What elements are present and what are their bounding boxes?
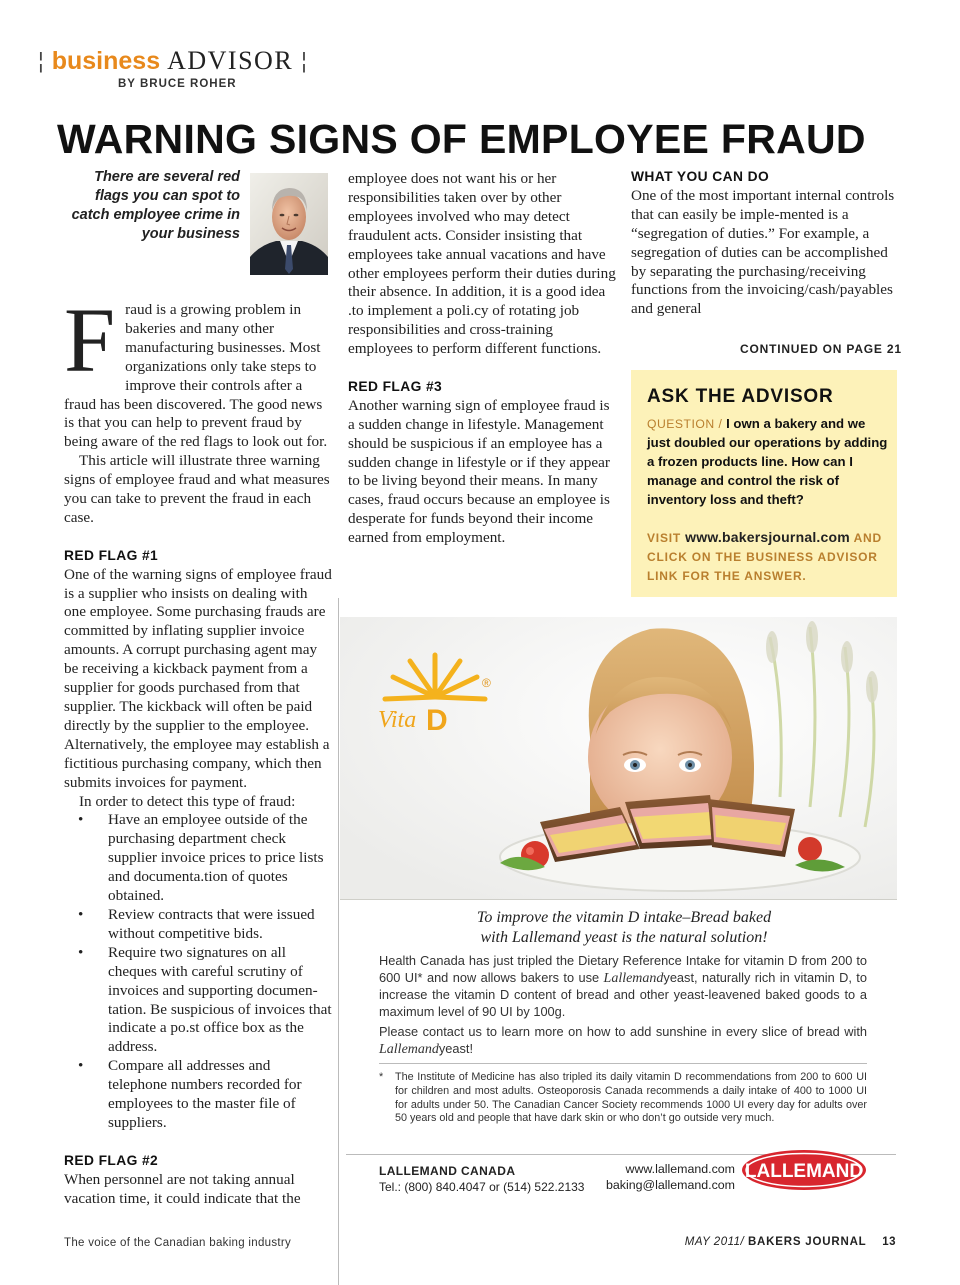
ad-contact-web (580, 1161, 735, 1193)
list-item: • Have an employee outside of the purchasing department check supplier invoice prices to price lists and documenta.tion of quotes obtained. (78, 811, 324, 905)
red-flag-3-heading: RED FLAG #3 (348, 378, 443, 394)
detection-list (64, 811, 332, 1132)
section-word-business: business (51, 46, 161, 75)
logo-text: LALLEMAND (744, 1161, 864, 1182)
detect-intro: In order to detect this type of fraud: (79, 792, 296, 810)
question-label: QUESTION / (647, 417, 723, 431)
bullet-icon: • (78, 905, 84, 923)
bullet-icon: • (78, 811, 84, 829)
ad-body-paragraph-2: Please contact us to learn more on how to add sunshine in every slice of bread with Lallemandyeast! (379, 1024, 867, 1057)
company-phone: Tel.: (800) 840.4047 or (514) 522.2133 (379, 1180, 585, 1194)
what-you-can-do-heading: WHAT YOU CAN DO (631, 169, 770, 184)
footnote-marker: * (379, 1071, 384, 1083)
list-item: • Require two signatures on all cheques with careful scrutiny of invoices and supporting documen-tation. Be suspicious of invoices that indicate a po.st office box as the address. (78, 943, 332, 1056)
column-3 (631, 168, 903, 319)
ask-visit (647, 528, 891, 586)
drop-cap: F (64, 289, 116, 391)
ad-footnote (379, 1071, 867, 1126)
company-name: LALLEMAND CANADA (379, 1164, 516, 1178)
advisor-link[interactable]: www.bakersjournal.com (685, 529, 850, 545)
issue-slash: / (740, 1236, 745, 1248)
ad-registered-mark: ® (482, 676, 491, 690)
visit-rest: AND CLICK ON THE BUSINESS ADVISOR LINK FOR THE ANSWER. (647, 531, 882, 583)
company-website[interactable]: www.lallemand.com (625, 1162, 735, 1176)
ad-tagline-line-1: To improve the vitamin D intake–Bread baked (476, 909, 772, 926)
footnote-text: The Institute of Medicine has also tripled its daily vitamin D recommendations from 200 to 600 UI for children and most adults. Osteoporosis Canada recommends a daily intake of 400 to 1000 UI for adults under 50. The Canadian Cancer Society recommends 1000 UI every day for adults over 50 years old and people that have dark skin or who don’t go outside very much. (395, 1071, 867, 1125)
author-photo (250, 173, 328, 275)
ask-question (647, 415, 891, 510)
bullet-icon: • (78, 1057, 84, 1075)
brand-name: Lallemand (379, 1041, 439, 1057)
lallemand-logo (741, 1148, 867, 1192)
bullet-icon: • (78, 943, 84, 961)
journal-name: BAKERS JOURNAL (747, 1236, 867, 1248)
ad-photo (340, 617, 897, 900)
child-bread-image (340, 617, 897, 900)
column-2 (348, 170, 616, 548)
continued-paragraph: employee does not want his or her responsibilities taken over by other employees involved who may detect fraudulent acts. Consider insisting that employees take annual vacations and have other employees perform their duties during their absence. In addition, it is a good idea .to implement a poli.cy of rotating job responsibilities and cross-training employees to perform different functions. (348, 170, 616, 358)
ad-tagline (380, 908, 868, 948)
company-email[interactable]: baking@lallemand.com (606, 1178, 735, 1192)
ad-body-paragraph-1: Health Canada has just tripled the Dietary Reference Intake for vitamin D from 200 to 600 UI* and now allows bakers to use Lallemandyeast, naturally rich in vitamin D, to increase the vitamin D content of bread and other yeast-leavened baked goods to a maximum level of 90 UI by 100g. (379, 953, 867, 1019)
what-you-can-do-paragraph: One of the most important internal controls that can easily be imple-mented is a “segregation of duties.” For example, a segregation of duties can be accomplished by separating the purchasing/receiving functions from the invoicing/cash/payables and general (631, 186, 895, 318)
ad-d-text: D (426, 704, 448, 737)
section-header (38, 44, 307, 78)
author-portrait-image (250, 173, 328, 275)
continued-note: CONTINUED ON PAGE 21 (740, 342, 902, 356)
ask-title: ASK THE ADVISOR (647, 386, 834, 407)
ad-vita-text: Vita (378, 707, 417, 733)
list-item: • Compare all addresses and telephone numbers recorded for employees to the master file of suppliers. (78, 1057, 302, 1131)
red-flag-2-heading: RED FLAG #2 (64, 1152, 159, 1168)
footer-tagline: The voice of the Canadian baking industry (64, 1237, 292, 1249)
article-title: WARNING SIGNS OF EMPLOYEE FRAUD (57, 116, 866, 162)
column-divider (338, 598, 339, 1285)
page-number: 13 (882, 1236, 896, 1248)
red-flag-1-paragraph: One of the warning signs of employee fraud is a supplier who insists on dealing with one employee. Some purchasing frauds are committed by inflating supplier invoice amounts. A corrupt purchasing agent may be receiving a kickback payment from a supplier for goods purchased from that supplier. The kickback will often be paid directly by the supplier to the employee. Alternatively, the employee may establish a fictitious purchasing company, which then submits invoices for payment. (64, 565, 332, 791)
brand-name: Lallemand (603, 970, 664, 986)
ad-contact (379, 1163, 584, 1195)
question-text: I own a bakery and we just doubled our operations by adding a frozen products line. How can I manage and control the risk of inventory loss and theft? (647, 416, 888, 507)
footer-issue (600, 1236, 896, 1248)
list-item: • Review contracts that were issued without competitive bids. (78, 905, 315, 942)
lallemand-logo-icon (741, 1148, 867, 1192)
red-flag-2-paragraph: When personnel are not taking annual vacation time, it could indicate that the (64, 1170, 301, 1207)
byline: BY BRUCE ROHER (118, 78, 237, 90)
intro-paragraph: raud is a growing problem in bakeries and many other manufacturing businesses. Most organizations only take steps to improve their controls after a fraud has been discovered. The good news is that you can help to prevent fraud by being aware of the red flags to look out for. (64, 301, 328, 451)
divider-right: ¦ (301, 48, 307, 73)
red-flag-1-heading: RED FLAG #1 (64, 547, 159, 563)
issue-month: MAY 2011 (684, 1236, 741, 1248)
red-flag-3-paragraph: Another warning sign of employee fraud is a sudden change in lifestyle. Management should be suspicious if an employee has a sudden change in lifestyle or if they appear to be living beyond their means. In many cases, fraud occurs because an employee is desperate for funds beyond their income earned from employment. (348, 396, 610, 547)
divider-left: ¦ (38, 48, 44, 73)
section-word-advisor: ADVISOR (167, 46, 294, 75)
ask-the-advisor-box (631, 370, 897, 597)
visit-label: VISIT (647, 531, 682, 545)
article-deck: There are several red flags you can spot to catch employee crime in your business (71, 169, 240, 242)
ad-tagline-line-2: with Lallemand yeast is the natural solution! (480, 929, 768, 946)
column-1 (64, 289, 332, 1208)
intro-paragraph-2: This article will illustrate three warning signs of employee fraud and what measures you can take to prevent the fraud in each case. (64, 452, 330, 526)
ad-divider (379, 1063, 867, 1064)
